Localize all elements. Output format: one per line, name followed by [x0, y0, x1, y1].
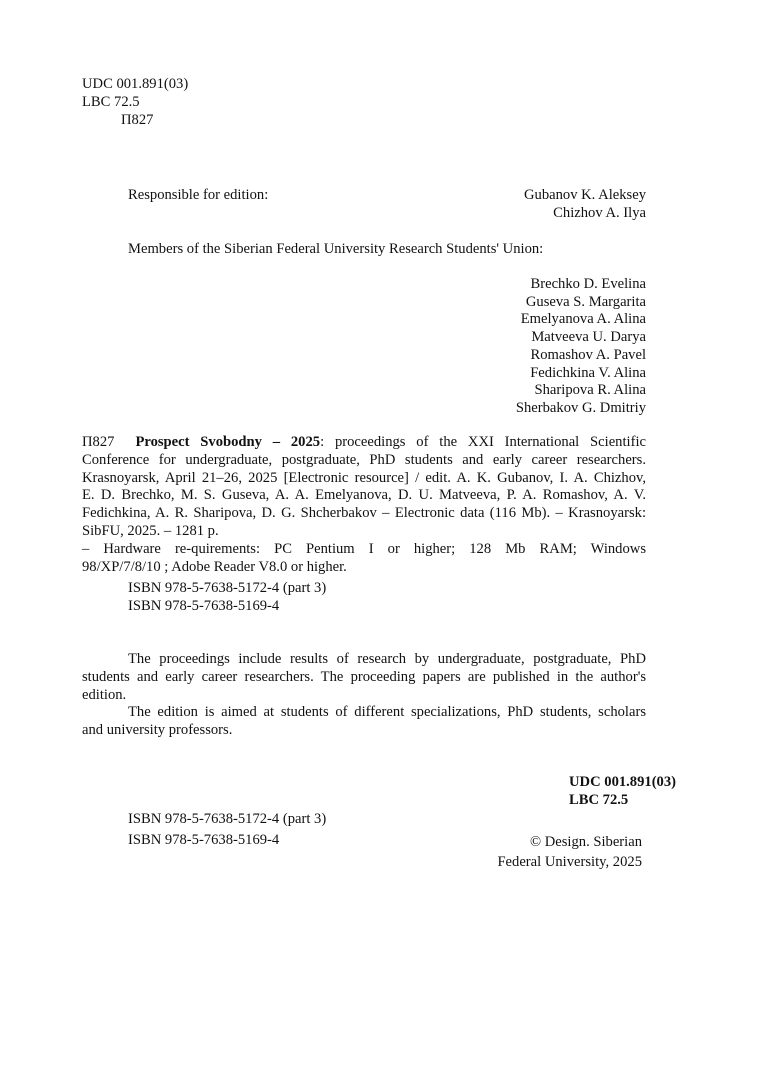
- member-name: Matveeva U. Darya: [531, 329, 646, 346]
- members-list: [516, 276, 646, 418]
- member-name: Emelyanova A. Alina: [520, 311, 646, 328]
- entry-isbn: ISBN 978-5-7638-5169-4: [128, 598, 280, 614]
- abstract-paragraph: [82, 651, 646, 740]
- entry-line: : proceedings of the XXI International Scientific: [320, 434, 646, 450]
- responsible-name: Gubanov K. Aleksey: [523, 187, 646, 203]
- copyright: [497, 832, 642, 872]
- copyright-line: Federal University, 2025: [497, 854, 642, 870]
- entry-isbn: ISBN 978-5-7638-5172-4 (part 3): [128, 580, 327, 596]
- abstract-line: and university professors.: [82, 722, 233, 739]
- copyright-line: © Design. Siberian: [529, 834, 642, 850]
- entry-first-line: [82, 434, 646, 452]
- footer-isbn: ISBN 978-5-7638-5169-4: [128, 832, 280, 848]
- entry-line: Krasnoyarsk, April 21–26, 2025 [Electronic resource] / edit. A. K. Gubanov, I. A. Chizhov,: [82, 469, 646, 486]
- abstract-line: The proceedings include results of research by undergraduate, postgraduate, PhD: [128, 651, 646, 667]
- member-name: Sherbakov G. Dmitriy: [515, 399, 646, 416]
- author-sign-code: П827: [121, 112, 154, 128]
- hardware-requirements: 98/XP/7/8/10 ; Adobe Reader V8.0 or higher.: [82, 558, 347, 575]
- entry-line: SibFU, 2025. – 1281 p.: [82, 522, 219, 539]
- footer-lbc: LBC 72.5: [569, 792, 629, 808]
- bibliographic-entry: [82, 434, 646, 576]
- members-label: Members of the Siberian Federal University Research Students' Union:: [128, 241, 544, 257]
- hardware-requirements: – Hardware re-quirements: PC Pentium I or higher; 128 Mb RAM; Windows: [82, 540, 646, 557]
- lbc-code: LBC 72.5: [82, 94, 140, 110]
- member-name: Brechko D. Evelina: [530, 276, 646, 292]
- member-name: Fedichkina V. Alina: [530, 364, 646, 381]
- footer-udc: UDC 001.891(03): [569, 774, 677, 790]
- entry-code: П827: [82, 434, 115, 450]
- member-name: Romashov A. Pavel: [530, 346, 646, 363]
- abstract-line: students and early career researchers. The proceeding papers are published in the author's: [82, 668, 646, 685]
- responsible-label: Responsible for edition:: [128, 187, 269, 203]
- entry-title: Prospect Svobodny – 2025: [135, 434, 321, 450]
- member-name: Guseva S. Margarita: [525, 293, 646, 310]
- member-name: Sharipova R. Alina: [534, 382, 646, 399]
- entry-line: Conference for undergraduate, postgraduate, PhD students and early career researchers.: [82, 451, 646, 468]
- entry-line: Fedichkina, A. R. Sharipova, D. G. Shcherbakov – Electronic data (116 Mb). – Krasnoyarsk:: [82, 505, 646, 522]
- abstract-line: The edition is aimed at students of different specializations, PhD students, scholars: [128, 704, 646, 721]
- footer-isbn: ISBN 978-5-7638-5172-4 (part 3): [128, 811, 327, 827]
- responsible-name: Chizhov A. Ilya: [553, 205, 646, 221]
- udc-code: UDC 001.891(03): [82, 76, 189, 92]
- entry-line: E. D. Brechko, M. S. Guseva, A. A. Emelyanova, D. U. Matveeva, P. A. Romashov, A. V.: [82, 487, 646, 504]
- abstract-line: edition.: [82, 686, 127, 703]
